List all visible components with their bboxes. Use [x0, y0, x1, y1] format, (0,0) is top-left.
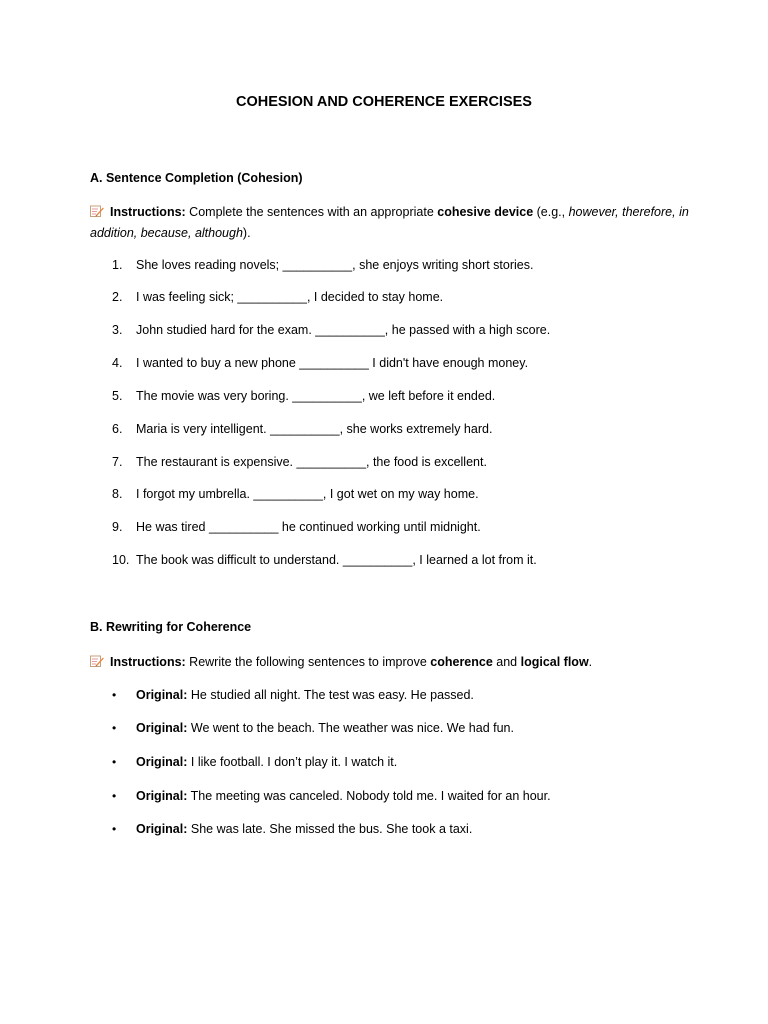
- list-item: [112, 822, 472, 836]
- bullet: •: [112, 755, 117, 769]
- item-number: 4.: [112, 356, 123, 370]
- instructions-text: Complete the sentences with an appropriate: [185, 205, 438, 219]
- item-text: She loves reading novels; __________, she enjoys writing short stories.: [136, 258, 534, 272]
- instructions-bold: coherence: [430, 655, 493, 669]
- item-text: He was tired __________ he continued working until midnight.: [136, 520, 481, 534]
- item-text: I like football. I don’t play it. I watch it.: [187, 755, 398, 769]
- item-text: The movie was very boring. __________, we left before it ended.: [136, 389, 496, 403]
- item-text: I wanted to buy a new phone __________ I didn't have enough money.: [136, 356, 529, 370]
- list-item: [112, 356, 528, 370]
- list-item: [112, 755, 397, 769]
- item-text: The restaurant is expensive. __________, the food is excellent.: [136, 455, 487, 469]
- item-text: The book was difficult to understand. __________, I learned a lot from it.: [136, 553, 537, 567]
- list-item: [112, 487, 479, 501]
- list-item: [112, 520, 481, 534]
- list-item: [112, 455, 487, 469]
- list-item: [112, 389, 495, 403]
- item-number: 2.: [112, 290, 123, 304]
- item-number: 10.: [112, 553, 130, 567]
- section-a-instructions: [90, 202, 690, 244]
- instructions-examples: however, therefore, in addition, because, although: [90, 205, 689, 240]
- item-label: Original:: [136, 822, 188, 836]
- instructions-text: and: [492, 655, 521, 669]
- item-label: Original:: [136, 789, 188, 803]
- list-item: [112, 789, 551, 803]
- bullet: •: [112, 789, 117, 803]
- page-title: COHESION AND COHERENCE EXERCISES: [236, 94, 532, 110]
- item-text: I was feeling sick; __________, I decided to stay home.: [136, 290, 444, 304]
- instructions-text: Rewrite the following sentences to improve: [185, 655, 431, 669]
- item-label: Original:: [136, 755, 188, 769]
- item-number: 6.: [112, 422, 123, 436]
- section-b-heading: B. Rewriting for Coherence: [90, 620, 252, 634]
- item-label: Original:: [136, 688, 188, 702]
- list-item: [112, 323, 550, 337]
- instructions-label: Instructions:: [110, 205, 186, 219]
- section-a-heading: A. Sentence Completion (Cohesion): [90, 171, 303, 185]
- item-text: We went to the beach. The weather was nice. We had fun.: [187, 721, 514, 735]
- list-item: [112, 721, 514, 735]
- list-item: [112, 422, 492, 436]
- bullet: •: [112, 822, 117, 836]
- item-text: He studied all night. The test was easy. He passed.: [187, 688, 474, 702]
- pencil-memo-icon: [90, 655, 104, 667]
- bullet: •: [112, 721, 117, 735]
- instructions-text: .: [588, 655, 593, 669]
- item-number: 3.: [112, 323, 123, 337]
- item-text: I forgot my umbrella. __________, I got wet on my way home.: [136, 487, 479, 501]
- item-text: The meeting was canceled. Nobody told me. I waited for an hour.: [187, 789, 551, 803]
- bullet: •: [112, 688, 117, 702]
- item-label: Original:: [136, 721, 188, 735]
- item-text: Maria is very intelligent. __________, she works extremely hard.: [136, 422, 493, 436]
- item-number: 7.: [112, 455, 123, 469]
- item-text: John studied hard for the exam. __________, he passed with a high score.: [136, 323, 551, 337]
- item-number: 8.: [112, 487, 123, 501]
- instructions-text: ).: [242, 226, 251, 240]
- list-item: [112, 290, 443, 304]
- item-number: 5.: [112, 389, 123, 403]
- instructions-bold: logical flow: [520, 655, 589, 669]
- list-item: [112, 258, 533, 272]
- item-text: She was late. She missed the bus. She took a taxi.: [187, 822, 473, 836]
- list-item: [112, 553, 537, 567]
- instructions-text: (e.g.,: [533, 205, 569, 219]
- list-item: [112, 688, 474, 702]
- instructions-bold: cohesive device: [437, 205, 534, 219]
- section-b-instructions: [90, 652, 690, 673]
- item-number: 9.: [112, 520, 123, 534]
- instructions-label: Instructions:: [110, 655, 186, 669]
- item-number: 1.: [112, 258, 123, 272]
- pencil-memo-icon: [90, 205, 104, 217]
